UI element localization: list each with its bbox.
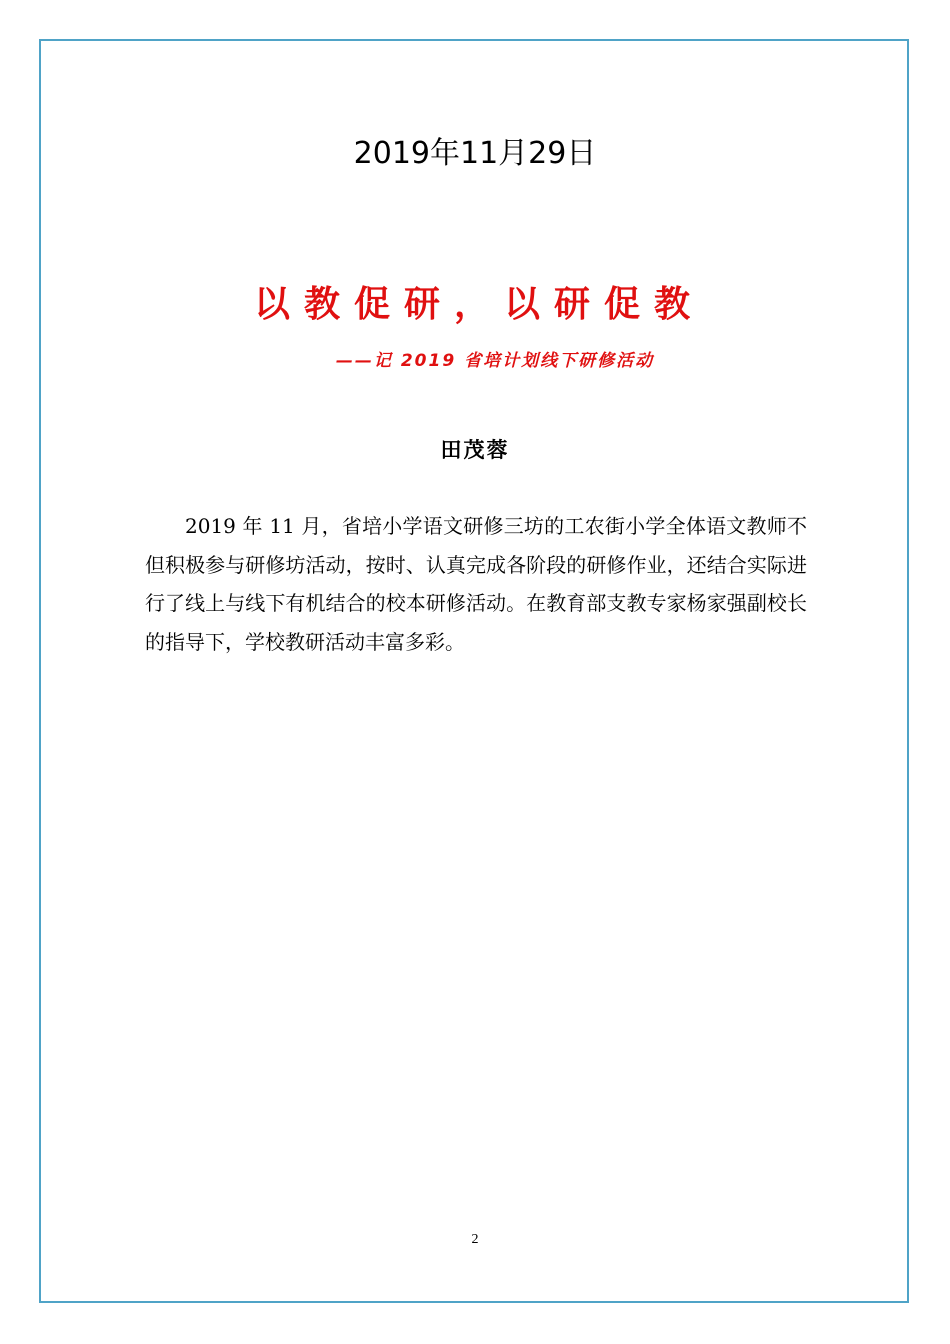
- body-paragraph: 2019 年 11 月，省培小学语文研修三坊的工农街小学全体语文教师不但积极参与研修坊活动，按时、认真完成各阶段的研修作业，还结合实际进行了线上与线下有机结合的校本研修活动。在教育部支教专家杨家强副校长的指导下，学校教研活动丰富多彩。: [145, 514, 807, 654]
- page-border: [39, 39, 909, 1303]
- article-subtitle: ——记 2019 省培计划线下研修活动: [335, 351, 655, 371]
- date-heading: 2019年11月29日: [353, 136, 597, 171]
- page-number: 2: [471, 1232, 479, 1247]
- author-name: 田茂蓉: [440, 438, 510, 462]
- article-title: 以教促研，以研促教: [253, 284, 704, 325]
